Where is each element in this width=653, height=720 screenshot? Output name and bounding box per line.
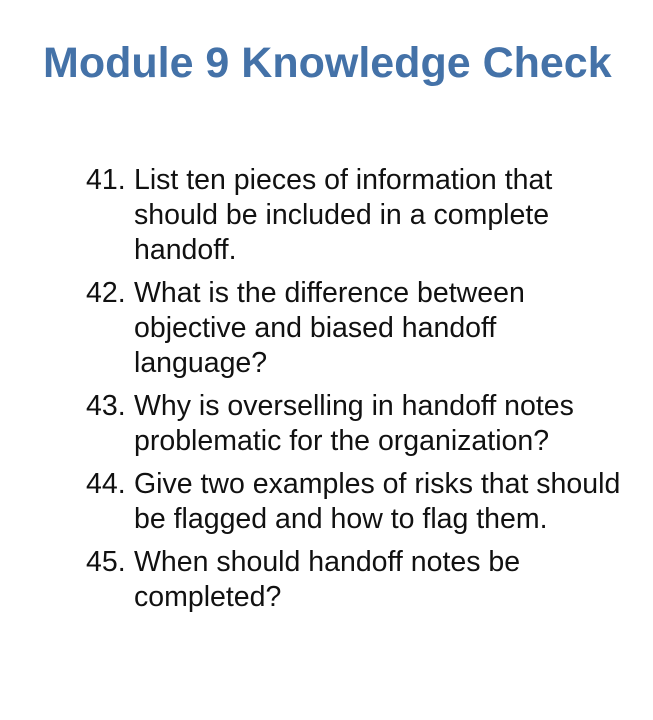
- question-number: 42.: [86, 277, 126, 309]
- question-item: [86, 545, 626, 615]
- question-number: 45.: [86, 546, 126, 578]
- question-item: [86, 276, 626, 381]
- question-text: What is the difference between objective and biased handoff language?: [134, 277, 525, 379]
- question-item: [86, 389, 626, 459]
- question-text: Give two examples of risks that should be flagged and how to flag them.: [134, 468, 621, 535]
- question-text: When should handoff notes be completed?: [134, 546, 521, 613]
- question-item: [86, 467, 626, 537]
- question-list: [86, 163, 626, 623]
- question-text: List ten pieces of information that should be included in a complete handoff.: [134, 164, 553, 266]
- question-number: 44.: [86, 468, 126, 500]
- question-text: Why is overselling in handoff notes problematic for the organization?: [134, 390, 574, 457]
- question-number: 43.: [86, 390, 126, 422]
- question-number: 41.: [86, 164, 126, 196]
- slide-title: Module 9 Knowledge Check: [43, 39, 612, 87]
- question-item: [86, 163, 626, 268]
